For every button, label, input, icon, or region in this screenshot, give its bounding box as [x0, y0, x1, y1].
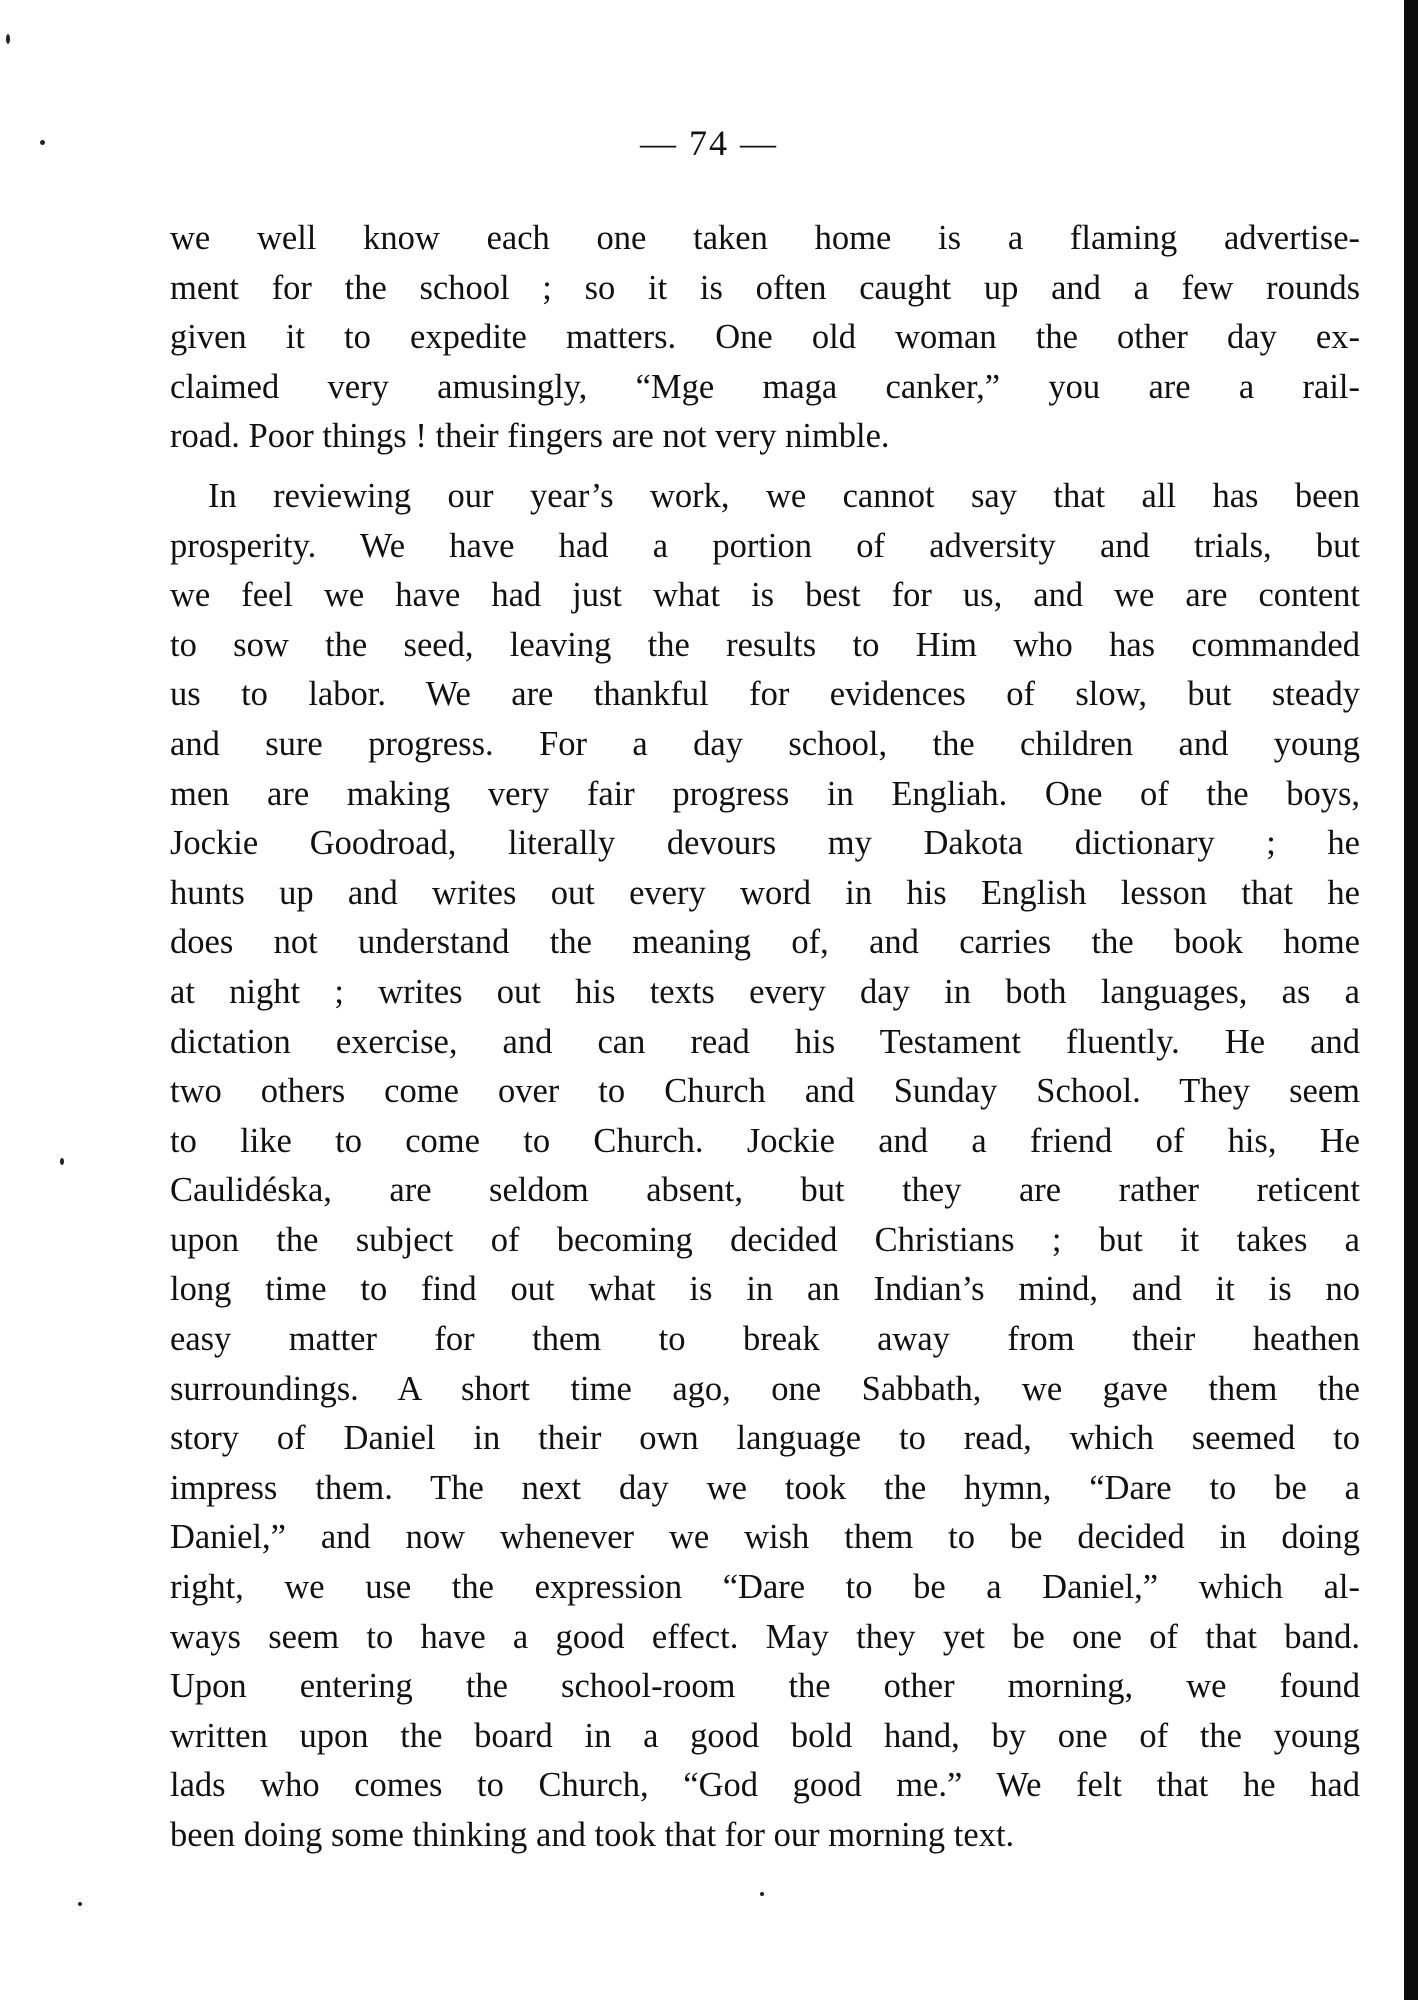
text-line: easy matter for them to break away from their heathen [170, 1320, 1360, 1359]
binding-edge [1404, 0, 1418, 2000]
text-line: story of Daniel in their own language to read, which seemed to [170, 1419, 1360, 1458]
text-line: we feel we have had just what is best for us, and we are content [170, 576, 1360, 615]
text-line: upon the subject of becoming decided Christians ; but it takes a [170, 1220, 1360, 1259]
scan-speck [6, 34, 10, 44]
text-line: Caulidéska, are seldom absent, but they are rather reticent [170, 1171, 1360, 1210]
text-line: been doing some thinking and took that for our morning text. [170, 1816, 1015, 1854]
paragraph [170, 214, 1360, 462]
text-line: Jockie Goodroad, literally devours my Dakota dictionary ; he [170, 824, 1360, 863]
text-line: to like to come to Church. Jockie and a friend of his, He [170, 1121, 1360, 1160]
text-line: dictation exercise, and can read his Testament fluently. He and [170, 1022, 1360, 1061]
scan-speck [60, 1158, 64, 1165]
text-line: given it to expedite matters. One old woman the other day ex- [170, 318, 1360, 357]
text-line: claimed very amusingly, “Mge maga canker,” you are a rail- [170, 367, 1360, 406]
scan-speck [760, 1892, 764, 1896]
text-line: does not understand the meaning of, and carries the book home [170, 923, 1360, 962]
text-line: road. Poor things ! their fingers are not very nimble. [170, 417, 890, 456]
text-line: right, we use the expression “Dare to be a Daniel,” which al- [170, 1568, 1360, 1607]
paragraph [170, 472, 1360, 1861]
text-line: lads who comes to Church, “God good me.” We felt that he had [170, 1766, 1360, 1805]
text-line: us to labor. We are thankful for evidences of slow, but steady [170, 675, 1360, 714]
text-line: at night ; writes out his texts every day in both languages, as a [170, 972, 1360, 1011]
text-line: written upon the board in a good bold hand, by one of the young [170, 1716, 1360, 1755]
scan-speck [78, 1902, 82, 1906]
text-line: In reviewing our year’s work, we cannot say that all has been [208, 476, 1360, 515]
text-line: ways seem to have a good effect. May they yet be one of that band. [170, 1617, 1360, 1656]
text-line: men are making very fair progress in Engliah. One of the boys, [170, 774, 1360, 813]
text-line: to sow the seed, leaving the results to Him who has commanded [170, 625, 1360, 664]
text-line: surroundings. A short time ago, one Sabbath, we gave them the [170, 1369, 1360, 1408]
text-line: two others come over to Church and Sunday School. They seem [170, 1072, 1360, 1111]
text-line: ment for the school ; so it is often caught up and a few rounds [170, 268, 1360, 307]
body-text [170, 214, 1360, 1861]
page-number: — 74 — [640, 123, 778, 163]
text-line: Daniel,” and now whenever we wish them to be decided in doing [170, 1518, 1360, 1557]
text-line: impress them. The next day we took the hymn, “Dare to be a [170, 1468, 1360, 1507]
text-line: hunts up and writes out every word in his English lesson that he [170, 873, 1360, 912]
text-line: prosperity. We have had a portion of adversity and trials, but [170, 526, 1360, 565]
text-line: Upon entering the school-room the other morning, we found [170, 1667, 1360, 1706]
text-line: and sure progress. For a day school, the children and young [170, 724, 1360, 763]
text-line: long time to find out what is in an Indian’s mind, and it is no [170, 1270, 1360, 1309]
text-line: we well know each one taken home is a flaming advertise- [170, 219, 1360, 257]
